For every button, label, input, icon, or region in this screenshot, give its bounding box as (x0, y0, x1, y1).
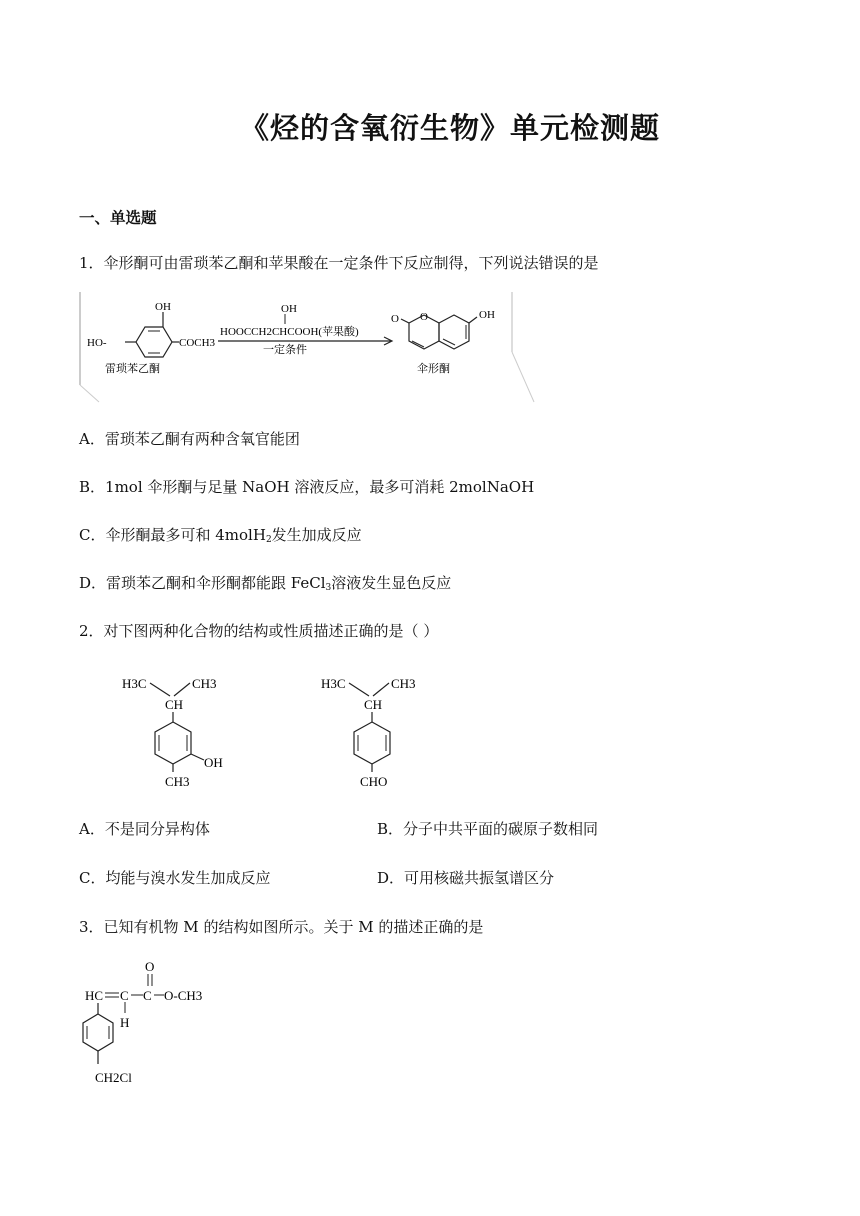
mol2-ch3-left: H3C (321, 676, 346, 691)
question-2-stem: 2．对下图两种化合物的结构或性质描述正确的是（ ） (79, 622, 439, 640)
q1-option-c-text: C．伞形酮最多可和 4molH (79, 526, 266, 544)
q3-hydrogen: H (120, 1015, 130, 1030)
q3-hc: HC (85, 988, 104, 1003)
q2-molecule-left (118, 668, 238, 796)
reagent-formula: HOOCCH2CHCOOH(苹果酸) (220, 326, 359, 338)
mol1-ch3-bottom: CH3 (165, 774, 190, 789)
q2-option-c: C．均能与溴水发生加成反应 (79, 869, 271, 887)
mol1-ch3-left: H3C (122, 676, 147, 691)
mol1-ch: CH (165, 697, 184, 712)
q2-molecule-right (318, 668, 428, 796)
q1-option-d-subscript: 3 (325, 583, 332, 593)
q2-option-d: D．可用核磁共振氢谱区分 (377, 869, 555, 887)
reactant-name: 雷琐苯乙酮 (105, 363, 160, 375)
q1-option-d (79, 572, 451, 593)
product-oh: OH (479, 309, 495, 321)
q1-option-b: B．1mol 伞形酮与足量 NaOH 溶液反应，最多可消耗 2molNaOH (79, 478, 535, 496)
q1-option-a: A．雷琐苯乙酮有两种含氧官能团 (79, 430, 300, 448)
reaction-condition: 一定条件 (263, 344, 307, 356)
section-heading: 一、单选题 (79, 209, 157, 227)
reagent-oh: OH (281, 303, 297, 315)
q3-carbonyl-c: C (143, 988, 152, 1003)
q1-option-c-subscript: 2 (265, 535, 272, 545)
q2-option-b: B．分子中共平面的碳原子数相同 (377, 820, 599, 838)
q2-option-a: A．不是同分异构体 (79, 820, 210, 838)
q1-reaction-figure (79, 290, 541, 406)
reactant-acetyl: COCH3 (179, 337, 216, 349)
mol2-cho: CHO (360, 774, 388, 789)
reactant-ho: HO- (87, 337, 107, 349)
product-name: 伞形酮 (417, 363, 450, 375)
q1-option-d-tail: 溶液发生显色反应 (331, 574, 452, 592)
mol1-oh: OH (204, 755, 223, 770)
q3-ch2cl: CH2Cl (95, 1070, 132, 1085)
question-3-stem: 3．已知有机物 M 的结构如图所示。关于 M 的描述正确的是 (79, 918, 484, 936)
q1-option-c (79, 524, 362, 545)
q3-molecule-figure (79, 956, 229, 1090)
q1-option-c-tail: 发生加成反应 (271, 526, 362, 544)
document-title: 《烃的含氧衍生物》单元检测题 (239, 111, 660, 145)
q3-carbonyl-o: O (145, 959, 155, 974)
mol1-ch3-right: CH3 (192, 676, 217, 691)
mol2-ch: CH (364, 697, 383, 712)
reactant-oh: OH (155, 301, 171, 313)
question-1-stem: 1．伞形酮可由雷琐苯乙酮和苹果酸在一定条件下反应制得，下列说法错误的是 (79, 254, 599, 272)
q3-alkene-c: C (120, 988, 129, 1003)
mol2-ch3-right: CH3 (391, 676, 416, 691)
product-ring-o: O (420, 311, 428, 323)
q3-ester: O-CH3 (164, 988, 203, 1003)
q1-option-d-text: D．雷琐苯乙酮和伞形酮都能跟 FeCl (79, 574, 326, 592)
product-carbonyl-o: O (391, 313, 399, 325)
